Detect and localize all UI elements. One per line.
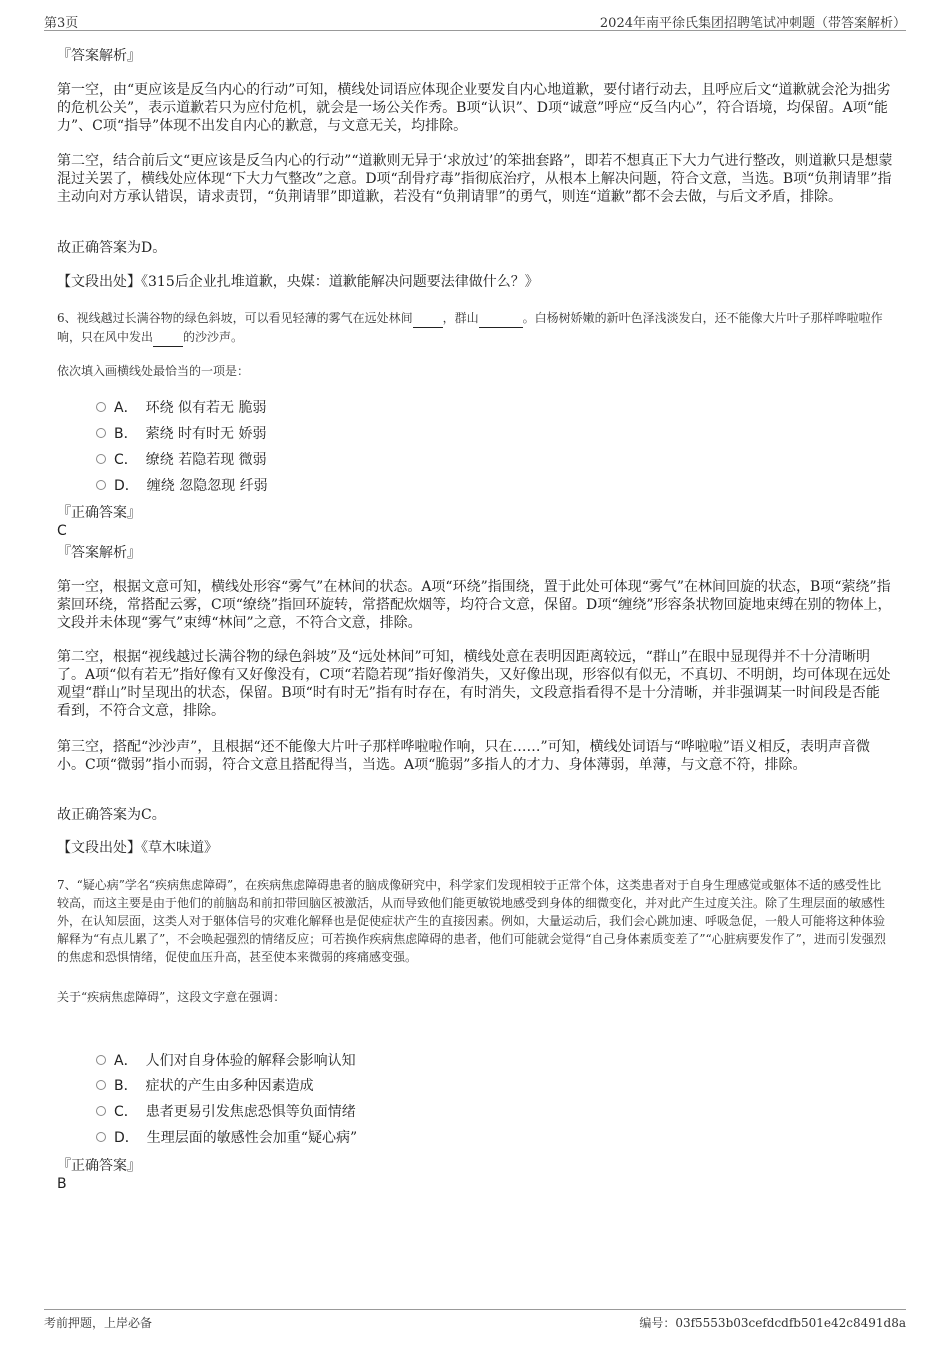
page-number: 第3页 bbox=[44, 16, 79, 31]
radio-icon[interactable] bbox=[96, 428, 106, 438]
q7-option-c[interactable]: C． 患者更易引发焦虑恐惧等负面情绪 bbox=[96, 1103, 356, 1121]
q7-option-b[interactable]: B． 症状的产生由多种因素造成 bbox=[96, 1077, 314, 1095]
page-footer bbox=[44, 1309, 906, 1330]
q6-option-d[interactable]: D． 缠绕 忽隐忽现 纤弱 bbox=[96, 477, 268, 495]
q5-analysis-label: 『答案解析』 bbox=[57, 48, 141, 64]
q6-option-a[interactable]: A． 环绕 似有若无 脆弱 bbox=[96, 399, 266, 417]
q7-option-a[interactable]: A． 人们对自身体验的解释会影响认知 bbox=[96, 1052, 356, 1070]
q6-source: 【文段出处】《草木味道》 bbox=[57, 840, 218, 856]
q7-stem: 7、“疑心病”学名“疾病焦虑障碍”，在疾病焦虑障碍患者的脑成像研究中，科学家们发现相较于正常个体，这类患者对于自身生理感觉或躯体不适的感受性比较高，而这主要是由于他们的前脑岛和前扣带回脑区被激活，从而导致他们能更敏锐地感受到身体的细微变化，并对此产生过度关注。除了生理层面的敏感性外，在认知层面，这类人对于躯体信号的灾难化解释也是促使症状产生的直接因素。例如，大量运动后，我们会心跳加速、呼吸急促，一般人可能将这种体验解释为“有点儿累了”，不会唤起强烈的情绪反应；可若换作疾病焦虑障碍的患者，他们可能就会觉得“自己身体素质变差了”“心脏病要发作了”，进而引发强烈的焦虑和恐惧情绪，促使血压升高，甚至使本来微弱的疼痛感变强。 bbox=[57, 878, 886, 964]
q6-answer: C bbox=[57, 523, 67, 539]
radio-icon[interactable] bbox=[96, 1055, 106, 1065]
q6-analysis-label: 『答案解析』 bbox=[57, 545, 141, 561]
q5-conclusion: 故正确答案为D。 bbox=[57, 240, 167, 256]
q7-prompt: 关于“疾病焦虑障碍”，这段文字意在强调： bbox=[57, 990, 286, 1004]
q6-blank-1 bbox=[413, 309, 443, 328]
q6-blank-3 bbox=[153, 328, 183, 347]
q6-analysis-p3: 第三空，搭配“沙沙声”，且根据“还不能像大片叶子那样哗啦啦作响，只在……”可知，横线处词语与“哗啦啦”语义相反，表明声音微小。C项“微弱”指小而弱，符合文意且搭配得当，当选。A项“脆弱”多指人的才力、身体薄弱，单薄，与文意不符，排除。 bbox=[57, 739, 870, 773]
q6-answer-label: 『正确答案』 bbox=[57, 505, 141, 521]
q6-option-b[interactable]: B． 萦绕 时有时无 娇弱 bbox=[96, 425, 267, 443]
radio-icon[interactable] bbox=[96, 480, 106, 490]
q6-conclusion: 故正确答案为C。 bbox=[57, 807, 166, 823]
footer-slogan: 考前押题，上岸必备 bbox=[44, 1316, 153, 1330]
q5-analysis-p2: 第二空，结合前后文“更应该是反刍内心的行动”“道歉则无异于‘求放过’的笨拙套路”，即若不想真正下大力气进行整改，则道歉只是想蒙混过关罢了，横线处应体现“下大力气整改”之意。D项“刮骨疗毒”指彻底治疗，从根本上解决问题，符合文意，当选。B项“负荆请罪”指主动向对方承认错误，请求责罚，“负荆请罪”即道歉，若没有“负荆请罪”的勇气，则连“道歉”都不会去做，与后文矛盾，排除。 bbox=[57, 153, 893, 205]
radio-icon[interactable] bbox=[96, 1132, 106, 1142]
q6-blank-2 bbox=[479, 309, 523, 328]
q6-analysis-p2: 第二空，根据“视线越过长满谷物的绿色斜坡”及“远处林间”可知，横线处意在表明因距离较远，“群山”在眼中显现得并不十分清晰明了。A项“似有若无”指好像有又好像没有，C项“若隐若现”指好像消失，又好像出现，形容似有似无，不真切、不明朗，均可体现在远处观望“群山”时呈现出的状态，保留。B项“时有时无”指有时存在，有时消失，文段意指看得不是十分清晰，并非强调某一时间段是否能看到，不符合文意，排除。 bbox=[57, 649, 891, 719]
radio-icon[interactable] bbox=[96, 1106, 106, 1116]
q7-option-d[interactable]: D． 生理层面的敏感性会加重“疑心病” bbox=[96, 1129, 357, 1147]
radio-icon[interactable] bbox=[96, 454, 106, 464]
q7-answer-label: 『正确答案』 bbox=[57, 1158, 141, 1174]
document-title: 2024年南平徐氏集团招聘笔试冲刺题（带答案解析） bbox=[599, 16, 906, 31]
page-header bbox=[44, 8, 906, 31]
radio-icon[interactable] bbox=[96, 1080, 106, 1090]
q6-option-c[interactable]: C． 缭绕 若隐若现 微弱 bbox=[96, 451, 267, 469]
q5-source: 【文段出处】《315后企业扎堆道歉，央媒：道歉能解决问题要法律做什么？》 bbox=[57, 274, 539, 290]
q6-prompt: 依次填入画横线处最恰当的一项是： bbox=[57, 364, 250, 378]
document-id: 编号：03f5553b03cefdcdfb501e42c8491d8a bbox=[639, 1316, 906, 1330]
q5-analysis-p1: 第一空，由“更应该是反刍内心的行动”可知，横线处词语应体现企业要发自内心地道歉，要付诸行动去，且呼应后文“道歉就会沦为拙劣的危机公关”，表示道歉若只为应付危机，就会是一场公关作秀。B项“认识”、D项“诚意”呼应“反刍内心”，符合语境，均保留。A项“能力”、C项“指导”体现不出发自内心的歉意，与文意无关，均排除。 bbox=[57, 82, 891, 134]
q6-analysis-p1: 第一空，根据文意可知，横线处形容“雾气”在林间的状态。A项“环绕”指围绕，置于此处可体现“雾气”在林间回旋的状态，B项“萦绕”指萦回环绕，常搭配云雾，C项“缭绕”指回环旋转，常搭配炊烟等，均符合文意，保留。D项“缠绕”形容条状物回旋地束缚在别的物体上，文段并未体现“雾气”束缚“林间”之意，不符合文意，排除。 bbox=[57, 579, 892, 631]
q6-stem: 6、视线越过长满谷物的绿色斜坡，可以看见轻薄的雾气在远处林间 ，群山 。白杨树娇嫩的新叶色泽浅淡发白，还不能像大片叶子那样哗啦啦作响，只在风中发出 的沙沙声。 bbox=[57, 309, 893, 347]
q7-answer: B bbox=[57, 1176, 67, 1192]
radio-icon[interactable] bbox=[96, 402, 106, 412]
